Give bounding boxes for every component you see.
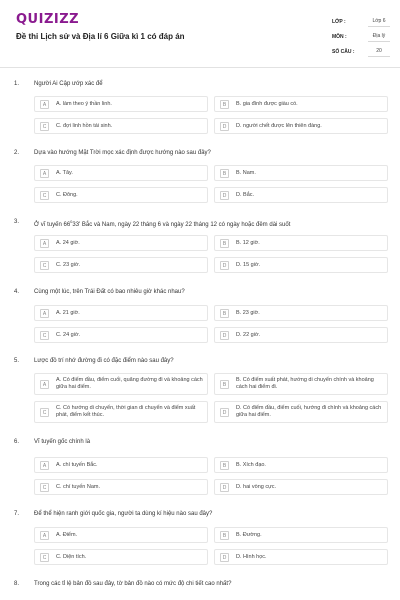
question-text: Vĩ tuyến gốc chính là	[34, 439, 91, 445]
option-a[interactable]	[34, 527, 208, 543]
option-text: C. 23 giờ.	[56, 262, 81, 268]
option-c[interactable]	[34, 549, 208, 565]
option-c[interactable]	[34, 327, 208, 343]
meta-subject	[332, 30, 390, 44]
option-d[interactable]	[214, 187, 388, 203]
option-text: D. người chết được lên thiên đàng.	[236, 123, 322, 129]
meta-count-value: 20	[368, 45, 390, 57]
option-b[interactable]	[214, 457, 388, 473]
option-text: A. làm theo ý thần linh.	[56, 101, 112, 107]
option-a[interactable]	[34, 305, 208, 321]
option-text: A. Điểm.	[56, 532, 78, 538]
option-text: C. Có hướng di chuyển, thời gian di chuyển và điểm xuất phát, điểm kết thúc.	[56, 405, 196, 418]
option-a[interactable]	[34, 235, 208, 251]
option-text: C. chí tuyến Nam.	[56, 484, 101, 490]
option-letter: B	[220, 309, 229, 318]
question-number: 3.	[14, 219, 20, 225]
option-letter: D	[220, 331, 229, 340]
option-letter: A	[40, 380, 49, 389]
quizizz-logo: QUIZIZZ	[16, 12, 80, 27]
option-b[interactable]	[214, 96, 388, 112]
option-letter: D	[220, 122, 229, 131]
option-letter: B	[220, 380, 229, 389]
option-c[interactable]	[34, 479, 208, 495]
option-b[interactable]	[214, 527, 388, 543]
option-text: C. Diện tích.	[56, 554, 87, 560]
option-text: D. Hình học.	[236, 554, 267, 560]
option-letter: A	[40, 309, 49, 318]
option-c[interactable]	[34, 187, 208, 203]
option-text: D. 15 giờ.	[236, 262, 261, 268]
option-letter: D	[220, 553, 229, 562]
option-letter: A	[40, 461, 49, 470]
option-b[interactable]	[214, 235, 388, 251]
option-text: C. 24 giờ.	[56, 332, 81, 338]
worksheet-header	[0, 0, 400, 68]
question-number: 7.	[14, 511, 20, 517]
option-text: B. gia đình được giàu có.	[236, 101, 298, 107]
option-text: A. 24 giờ.	[56, 240, 80, 246]
option-letter: C	[40, 191, 49, 200]
option-c[interactable]	[34, 401, 208, 423]
option-b[interactable]	[214, 373, 388, 395]
option-text: D. Có điểm đầu, điểm cuối, hướng đi chính và khoảng cách giữa hai điểm.	[236, 405, 382, 418]
question-number: 2.	[14, 150, 20, 156]
option-d[interactable]	[214, 401, 388, 423]
option-letter: C	[40, 261, 49, 270]
option-letter: B	[220, 461, 229, 470]
meta-count-label: SỐ CÂU :	[332, 49, 355, 55]
option-a[interactable]	[34, 96, 208, 112]
option-text: A. chí tuyến Bắc.	[56, 462, 98, 468]
meta-subject-label: MÔN :	[332, 34, 347, 40]
option-letter: D	[220, 261, 229, 270]
option-letter: A	[40, 100, 49, 109]
question-text: Người Ai Cập ướp xác để	[34, 81, 103, 87]
option-letter: C	[40, 483, 49, 492]
option-text: D. 22 giờ.	[236, 332, 261, 338]
option-letter: A	[40, 169, 49, 178]
option-a[interactable]	[34, 373, 208, 395]
question-text-part: Ở vĩ tuyến 66	[34, 222, 71, 228]
option-d[interactable]	[214, 118, 388, 134]
option-text: B. 23 giờ.	[236, 310, 260, 316]
question-text: Trong các tỉ lệ bản đồ sau đây, tờ bản đồ nào có mức độ chi tiết cao nhất?	[34, 581, 232, 587]
option-letter: C	[40, 331, 49, 340]
option-c[interactable]	[34, 257, 208, 273]
question-text: Dựa vào hướng Mặt Trời mọc xác định được hướng nào sau đây?	[34, 150, 211, 156]
option-letter: B	[220, 100, 229, 109]
option-a[interactable]	[34, 165, 208, 181]
meta-grade-value: Lớp 6	[368, 15, 390, 27]
option-letter: D	[220, 483, 229, 492]
option-letter: B	[220, 531, 229, 540]
question-text-part: 33' Bắc và Nam, ngày 22 tháng 6 và ngày 22 tháng 12 có ngày hoặc đêm dài suốt	[72, 222, 291, 228]
option-text: C. Đông.	[56, 192, 78, 198]
option-text: A. Có điểm đầu, điểm cuối, quãng đường đi và khoảng cách giữa hai điểm.	[56, 377, 203, 390]
option-letter: C	[40, 553, 49, 562]
degree-superscript: 0	[70, 219, 73, 224]
page-title: Đề thi Lịch sử và Địa lí 6 Giữa kì 1 có đáp án	[16, 32, 185, 41]
question-text	[34, 219, 290, 228]
meta-grade-label: LỚP :	[332, 19, 346, 25]
option-text: B. Đường.	[236, 532, 262, 538]
option-text: B. Nam.	[236, 170, 256, 176]
option-text: B. 12 giờ.	[236, 240, 260, 246]
meta-subject-value: Địa lý	[368, 30, 390, 42]
option-b[interactable]	[214, 165, 388, 181]
option-letter: D	[220, 191, 229, 200]
option-text: D. Bắc.	[236, 192, 255, 198]
question-text: Để thể hiện ranh giới quốc gia, người ta dùng kí hiệu nào sau đây?	[34, 511, 213, 517]
meta-question-count	[332, 45, 390, 59]
option-text: B. Xích đạo.	[236, 462, 266, 468]
question-number: 1.	[14, 81, 20, 87]
option-letter: B	[220, 169, 229, 178]
option-d[interactable]	[214, 479, 388, 495]
option-text: A. 21 giờ.	[56, 310, 80, 316]
option-letter: A	[40, 239, 49, 248]
question-text: Lược đồ trí nhớ đường đi có đặc điểm nào sau đây?	[34, 358, 174, 364]
question-text: Cùng một lúc, trên Trái Đất có bao nhiêu giờ khác nhau?	[34, 289, 185, 295]
option-d[interactable]	[214, 549, 388, 565]
option-text: C. đợi linh hồn tái sinh.	[56, 123, 113, 129]
option-b[interactable]	[214, 305, 388, 321]
question-number: 6.	[14, 439, 20, 445]
question-number: 8.	[14, 581, 20, 587]
option-d[interactable]	[214, 327, 388, 343]
option-d[interactable]	[214, 257, 388, 273]
option-a[interactable]	[34, 457, 208, 473]
option-text: B. Có điểm xuất phát, hướng di chuyển chính và khoảng cách hai điểm đi.	[236, 377, 374, 390]
option-letter: A	[40, 531, 49, 540]
option-text: A. Tây.	[56, 170, 73, 176]
option-text: D. hai vòng cực.	[236, 484, 277, 490]
option-letter: C	[40, 408, 49, 417]
question-number: 4.	[14, 289, 20, 295]
question-number: 5.	[14, 358, 20, 364]
meta-grade	[332, 15, 390, 29]
option-letter: D	[220, 408, 229, 417]
option-letter: C	[40, 122, 49, 131]
option-letter: B	[220, 239, 229, 248]
option-c[interactable]	[34, 118, 208, 134]
